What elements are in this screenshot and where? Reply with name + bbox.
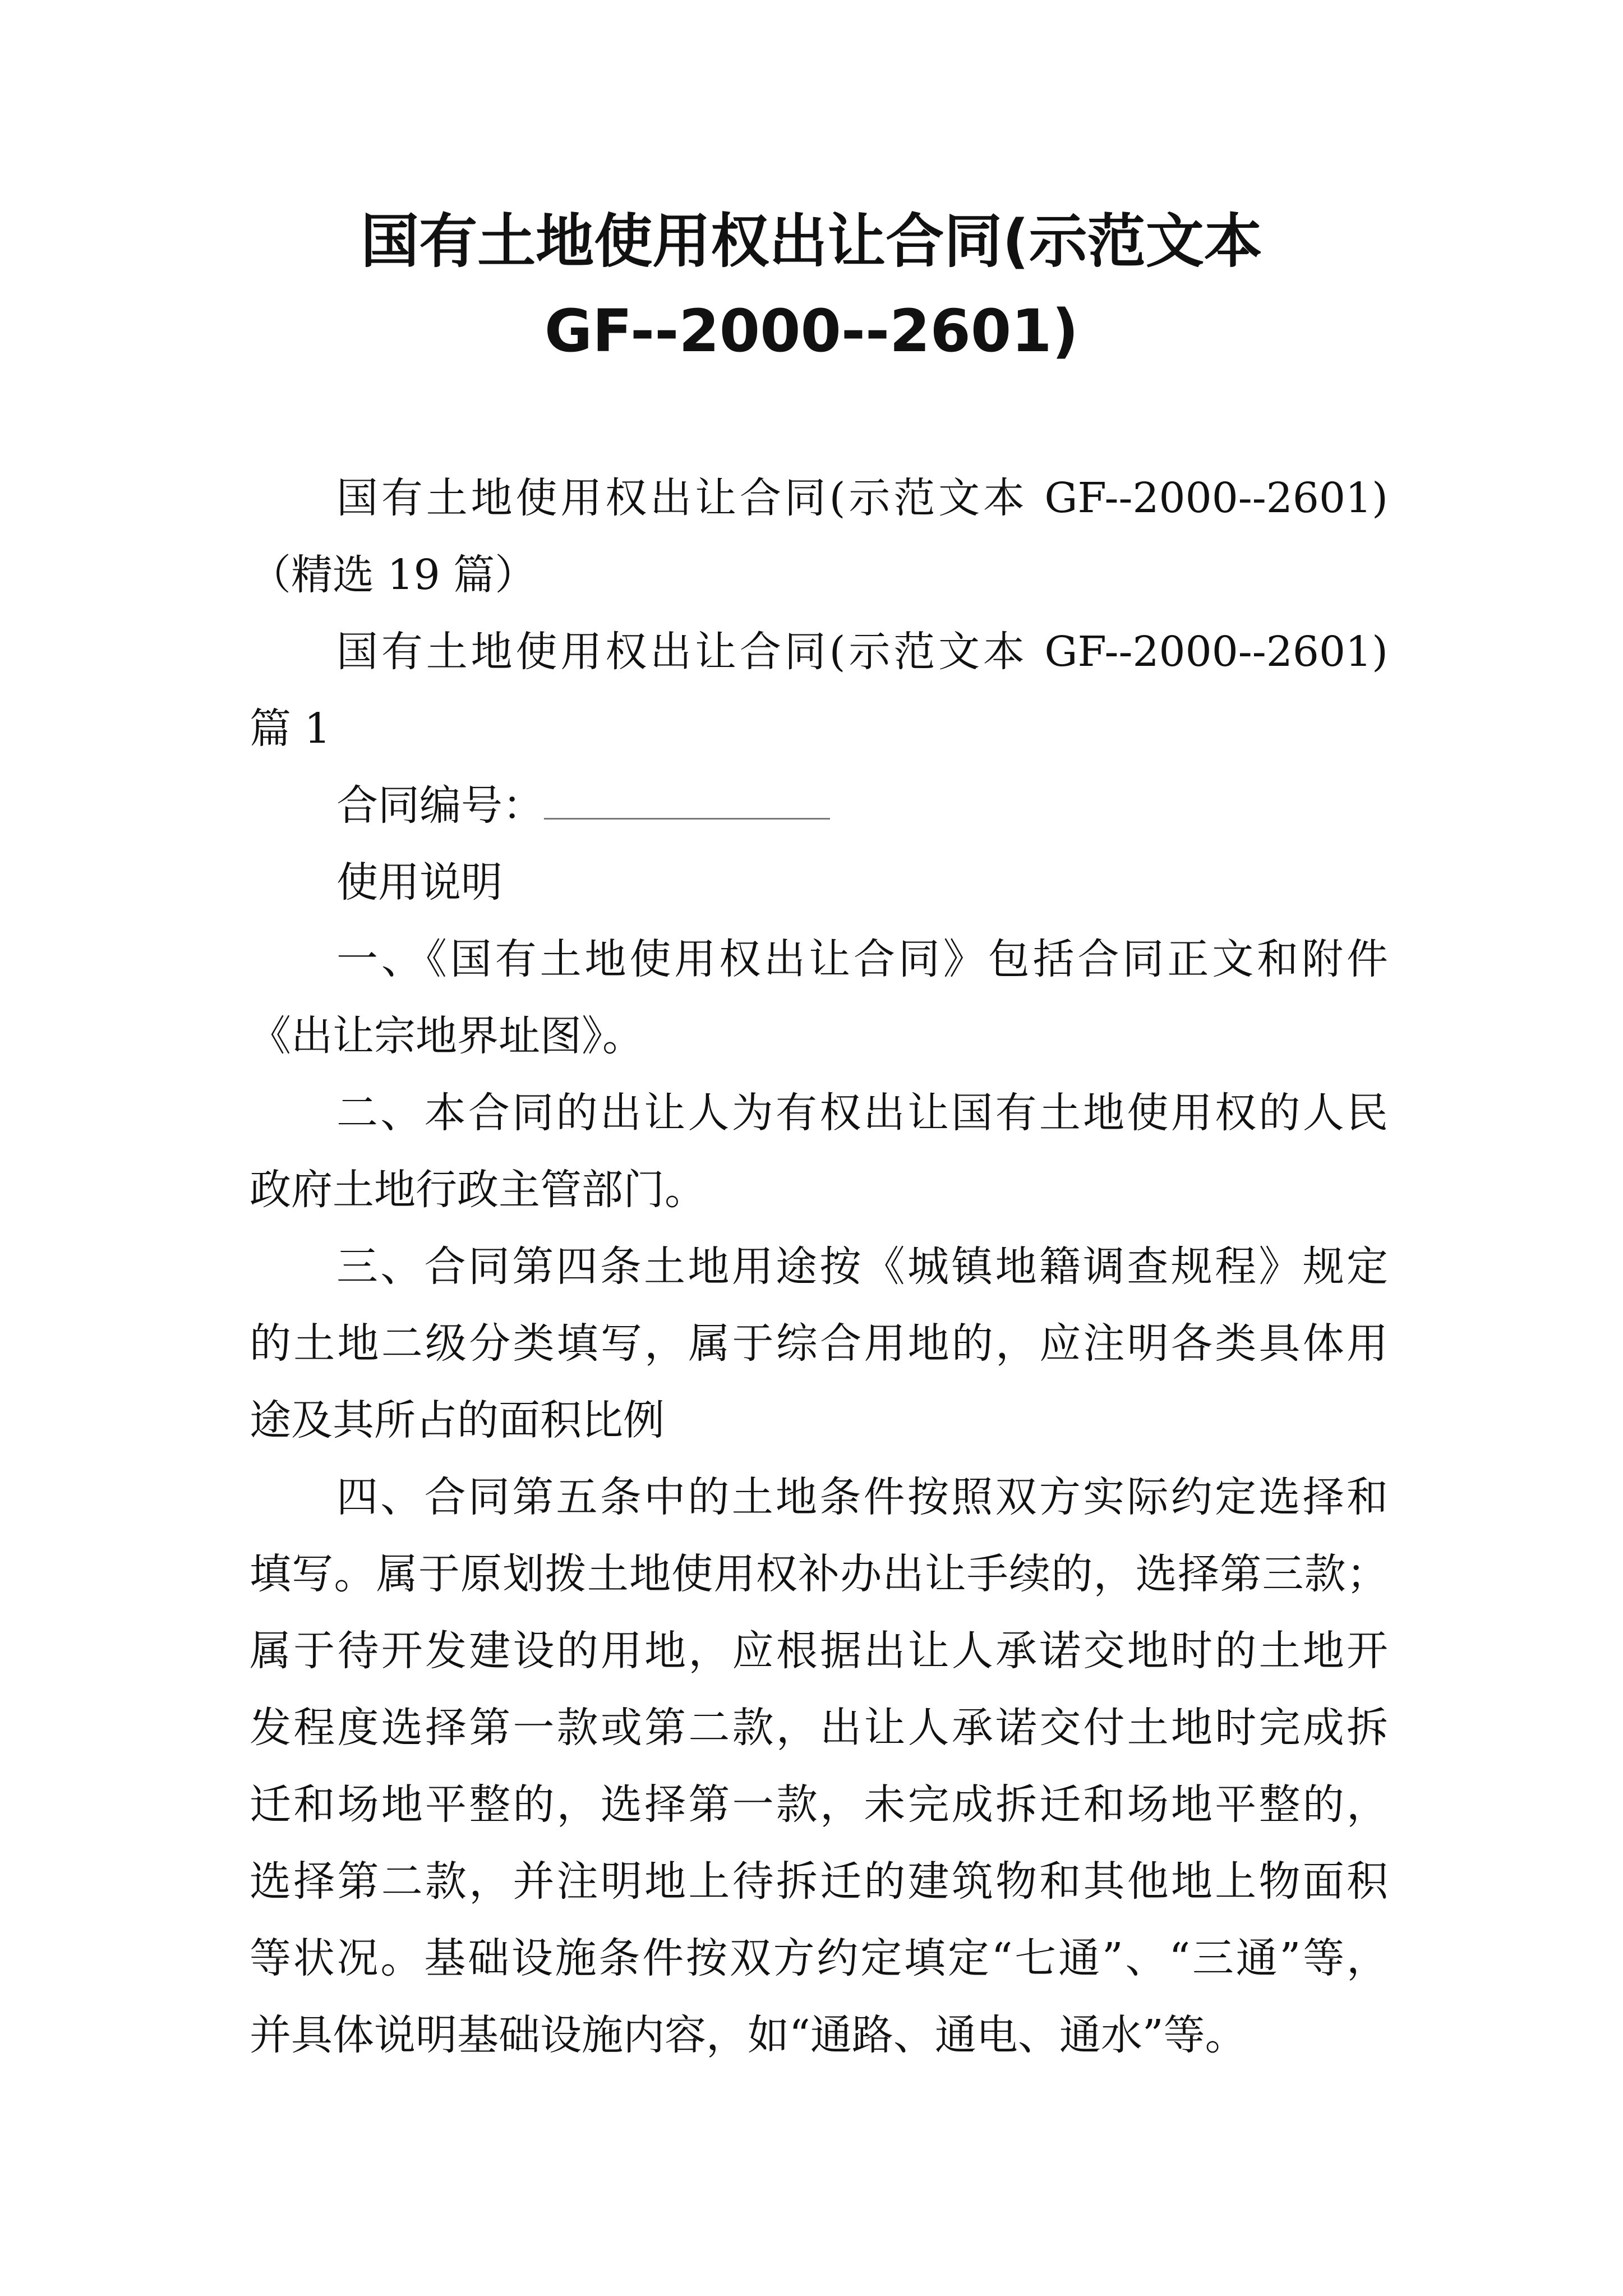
- section-heading-line-2: 篇 1: [250, 705, 331, 753]
- note-1-line-2: 《出让宗地界址图》。: [250, 1012, 644, 1060]
- note-3-line-1: 三、合同第四条土地用途按《城镇地籍调查规程》规定: [336, 1243, 1388, 1291]
- document-title-line-2: GF--2000--2601): [544, 297, 1079, 365]
- note-1-line-1: 一、《国有土地使用权出让合同》包括合同正文和附件: [336, 935, 1388, 983]
- contract-number-row: [336, 777, 1388, 834]
- section-heading-line-1: 国有土地使用权出让合同(示范文本 GF--2000--2601): [336, 628, 1388, 676]
- note-3-line-2: 的土地二级分类填写，属于综合用地的，应注明各类具体用: [250, 1319, 1388, 1368]
- note-4-line-8: 并具体说明基础设施内容，如“通路、通电、通水”等。: [250, 2011, 1247, 2059]
- note-2-line-2: 政府土地行政主管部门。: [250, 1166, 706, 1214]
- document-title-line-1: 国有土地使用权出让合同(示范文本: [361, 207, 1262, 275]
- note-3-line-3: 途及其所占的面积比例: [250, 1396, 665, 1444]
- note-4-line-5: 迁和场地平整的，选择第一款，未完成拆迁和场地平整的，: [250, 1780, 1388, 1829]
- intro-line-2: （精选 19 篇）: [250, 551, 537, 599]
- usage-notes-heading: 使用说明: [336, 858, 502, 907]
- note-4-line-2: 填写。属于原划拨土地使用权补办出让手续的，选择第三款；: [250, 1550, 1388, 1598]
- contract-number-blank[interactable]: [544, 779, 830, 820]
- note-2-line-1: 二、本合同的出让人为有权出让国有土地使用权的人民: [336, 1089, 1388, 1137]
- note-4-line-1: 四、合同第五条中的土地条件按照双方实际约定选择和: [336, 1473, 1388, 1521]
- note-4-line-7: 等状况。基础设施条件按双方约定填定“七通”、“三通”等，: [250, 1934, 1388, 1982]
- note-4-line-6: 选择第二款，并注明地上待拆迁的建筑物和其他地上物面积: [250, 1857, 1388, 1906]
- contract-number-label: 合同编号：: [336, 781, 544, 830]
- intro-line-1: 国有土地使用权出让合同(示范文本 GF--2000--2601): [336, 474, 1388, 522]
- note-4-line-4: 发程度选择第一款或第二款，出让人承诺交付土地时完成拆: [250, 1704, 1388, 1752]
- note-4-line-3: 属于待开发建设的用地，应根据出让人承诺交地时的土地开: [250, 1627, 1388, 1675]
